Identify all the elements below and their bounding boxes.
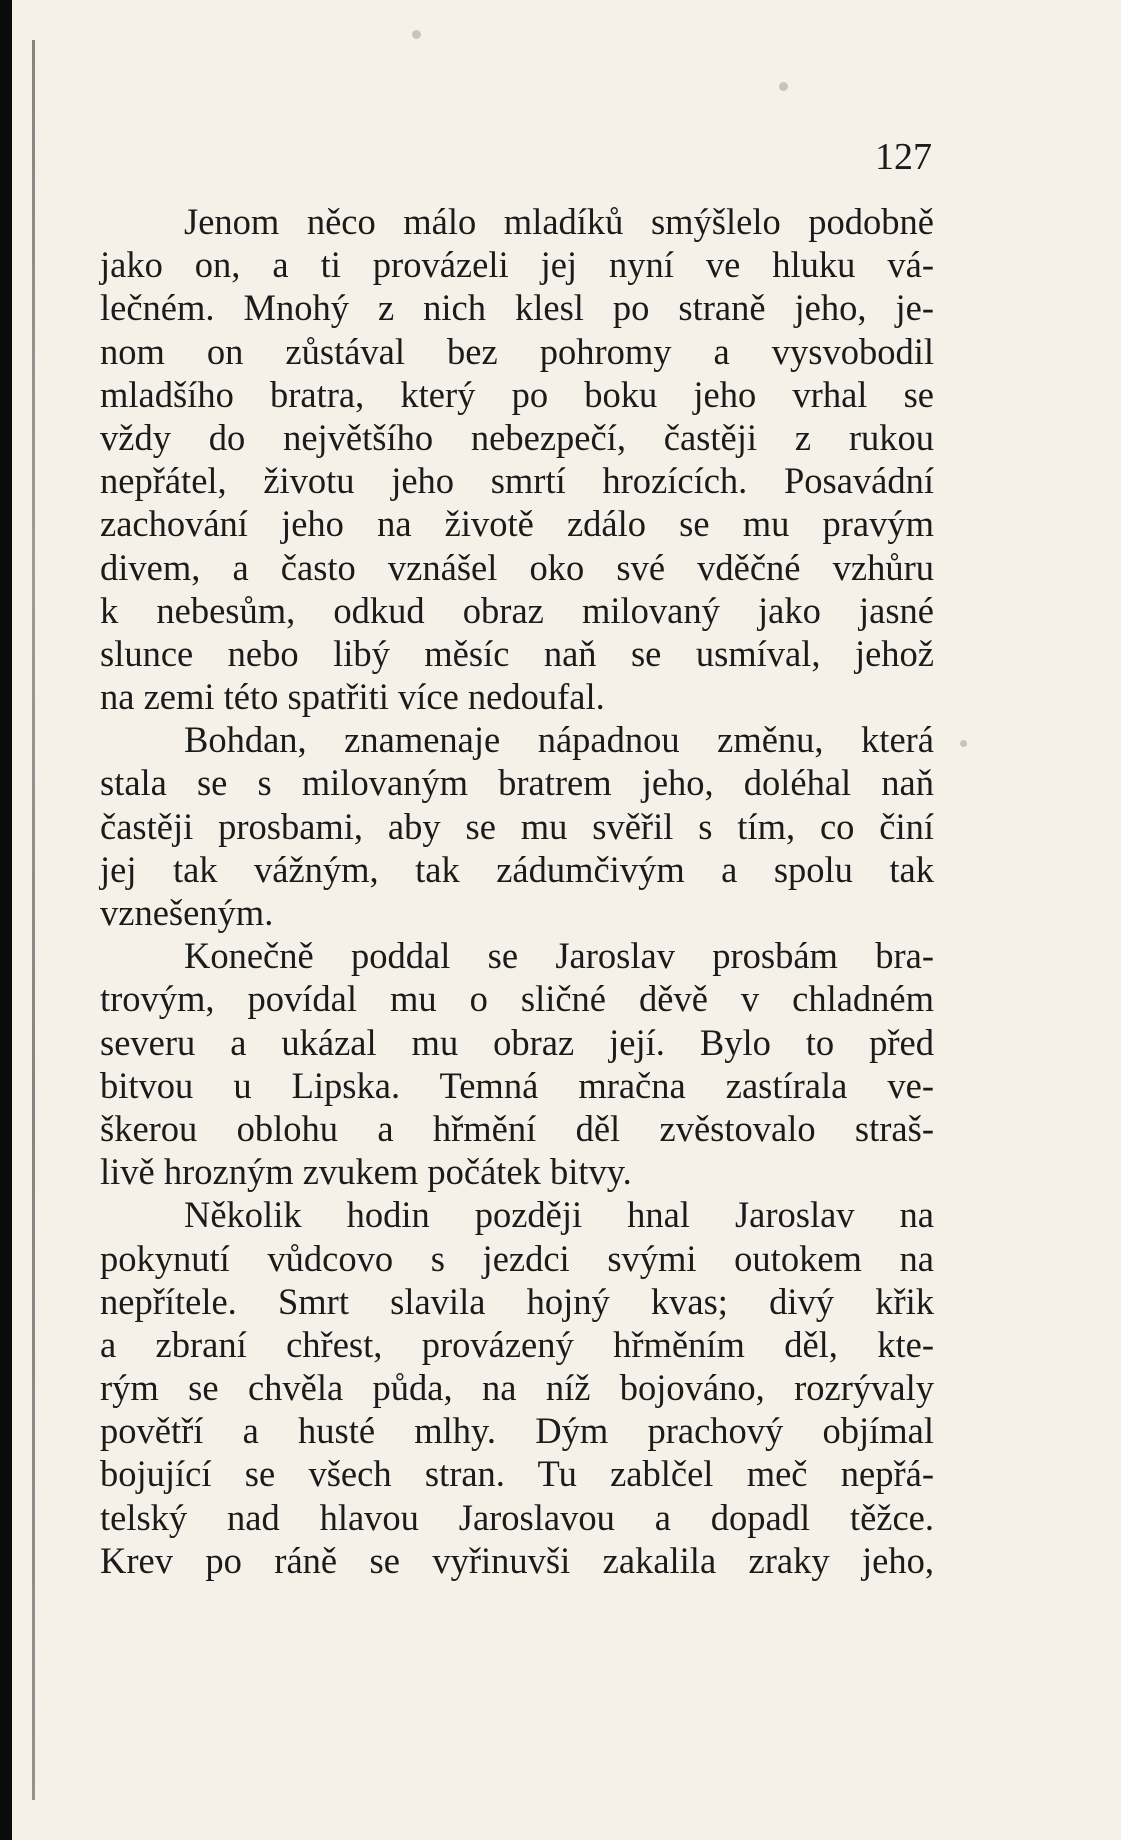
text-line: Krev po ráně se vyřinuvši zakalila zraky jeho,	[100, 1539, 934, 1581]
text-line: bitvou u Lipska. Temná mračna zastírala ve-	[100, 1064, 934, 1106]
text-line: nom on zůstával bez pohromy a vysvobodil	[100, 330, 934, 372]
text-line: k nebesům, odkud obraz milovaný jako jasné	[100, 589, 934, 631]
binding-shadow	[32, 40, 35, 1800]
text-line: povětří a husté mlhy. Dým prachový objímal	[100, 1410, 934, 1452]
text-line: pokynutí vůdcovo s jezdci svými outokem na	[100, 1237, 934, 1279]
text-line: telský nad hlavou Jaroslavou a dopadl těžce.	[100, 1496, 934, 1538]
text-line: nepřátel, životu jeho smrtí hrozících. Posavádní	[100, 460, 934, 502]
text-line: trovým, povídal mu o sličné děvě v chladném	[100, 978, 934, 1020]
text-line: Bohdan, znamenaje nápadnou změnu, která	[184, 719, 934, 761]
text-line: mladšího bratra, který po boku jeho vrhal se	[100, 373, 934, 415]
text-line: zachování jeho na životě zdálo se mu pravým	[100, 503, 934, 545]
paper-sheet	[12, 0, 1121, 1840]
text-line: bojující se všech stran. Tu zablčel meč nepřá-	[100, 1453, 934, 1495]
text-line: častěji prosbami, aby se mu svěřil s tím, co činí	[100, 805, 934, 847]
text-line: jako on, a ti provázeli jej nyní ve hluku vá-	[100, 244, 934, 286]
body-text	[100, 200, 934, 1582]
text-line: livě hrozným zvukem počátek bitvy.	[100, 1151, 632, 1193]
page-number: 127	[875, 136, 932, 178]
paper-speck	[412, 30, 421, 39]
paper-speck	[779, 82, 788, 91]
text-line: stala se s milovaným bratrem jeho, doléhal naň	[100, 762, 934, 804]
text-line: Konečně poddal se Jaroslav prosbám bra-	[184, 935, 934, 977]
paper-speck	[960, 740, 967, 747]
text-line: a zbraní chřest, provázený hřměním děl, kte-	[100, 1323, 934, 1365]
text-line: na zemi této spatřiti více nedoufal.	[100, 676, 605, 718]
text-line: Jenom něco málo mladíků smýšlelo podobně	[184, 201, 934, 242]
text-line: rým se chvěla půda, na níž bojováno, rozrývaly	[100, 1367, 934, 1409]
text-line: nepřítele. Smrt slavila hojný kvas; divý křik	[100, 1280, 934, 1322]
text-line: vždy do největšího nebezpečí, častěji z rukou	[100, 416, 934, 458]
text-line: severu a ukázal mu obraz její. Bylo to před	[100, 1021, 934, 1063]
text-line: lečném. Mnohý z nich klesl po straně jeho, je-	[100, 287, 934, 329]
text-line: slunce nebo libý měsíc naň se usmíval, jehož	[100, 632, 934, 674]
text-line: vznešeným.	[100, 892, 274, 933]
text-line: jej tak vážným, tak zádumčivým a spolu tak	[100, 848, 934, 890]
text-line: Několik hodin později hnal Jaroslav na	[184, 1194, 934, 1236]
text-line: divem, a často vznášel oko své vděčné vzhůru	[100, 546, 934, 588]
text-line: škerou oblohu a hřmění děl zvěstovalo straš-	[100, 1107, 934, 1149]
